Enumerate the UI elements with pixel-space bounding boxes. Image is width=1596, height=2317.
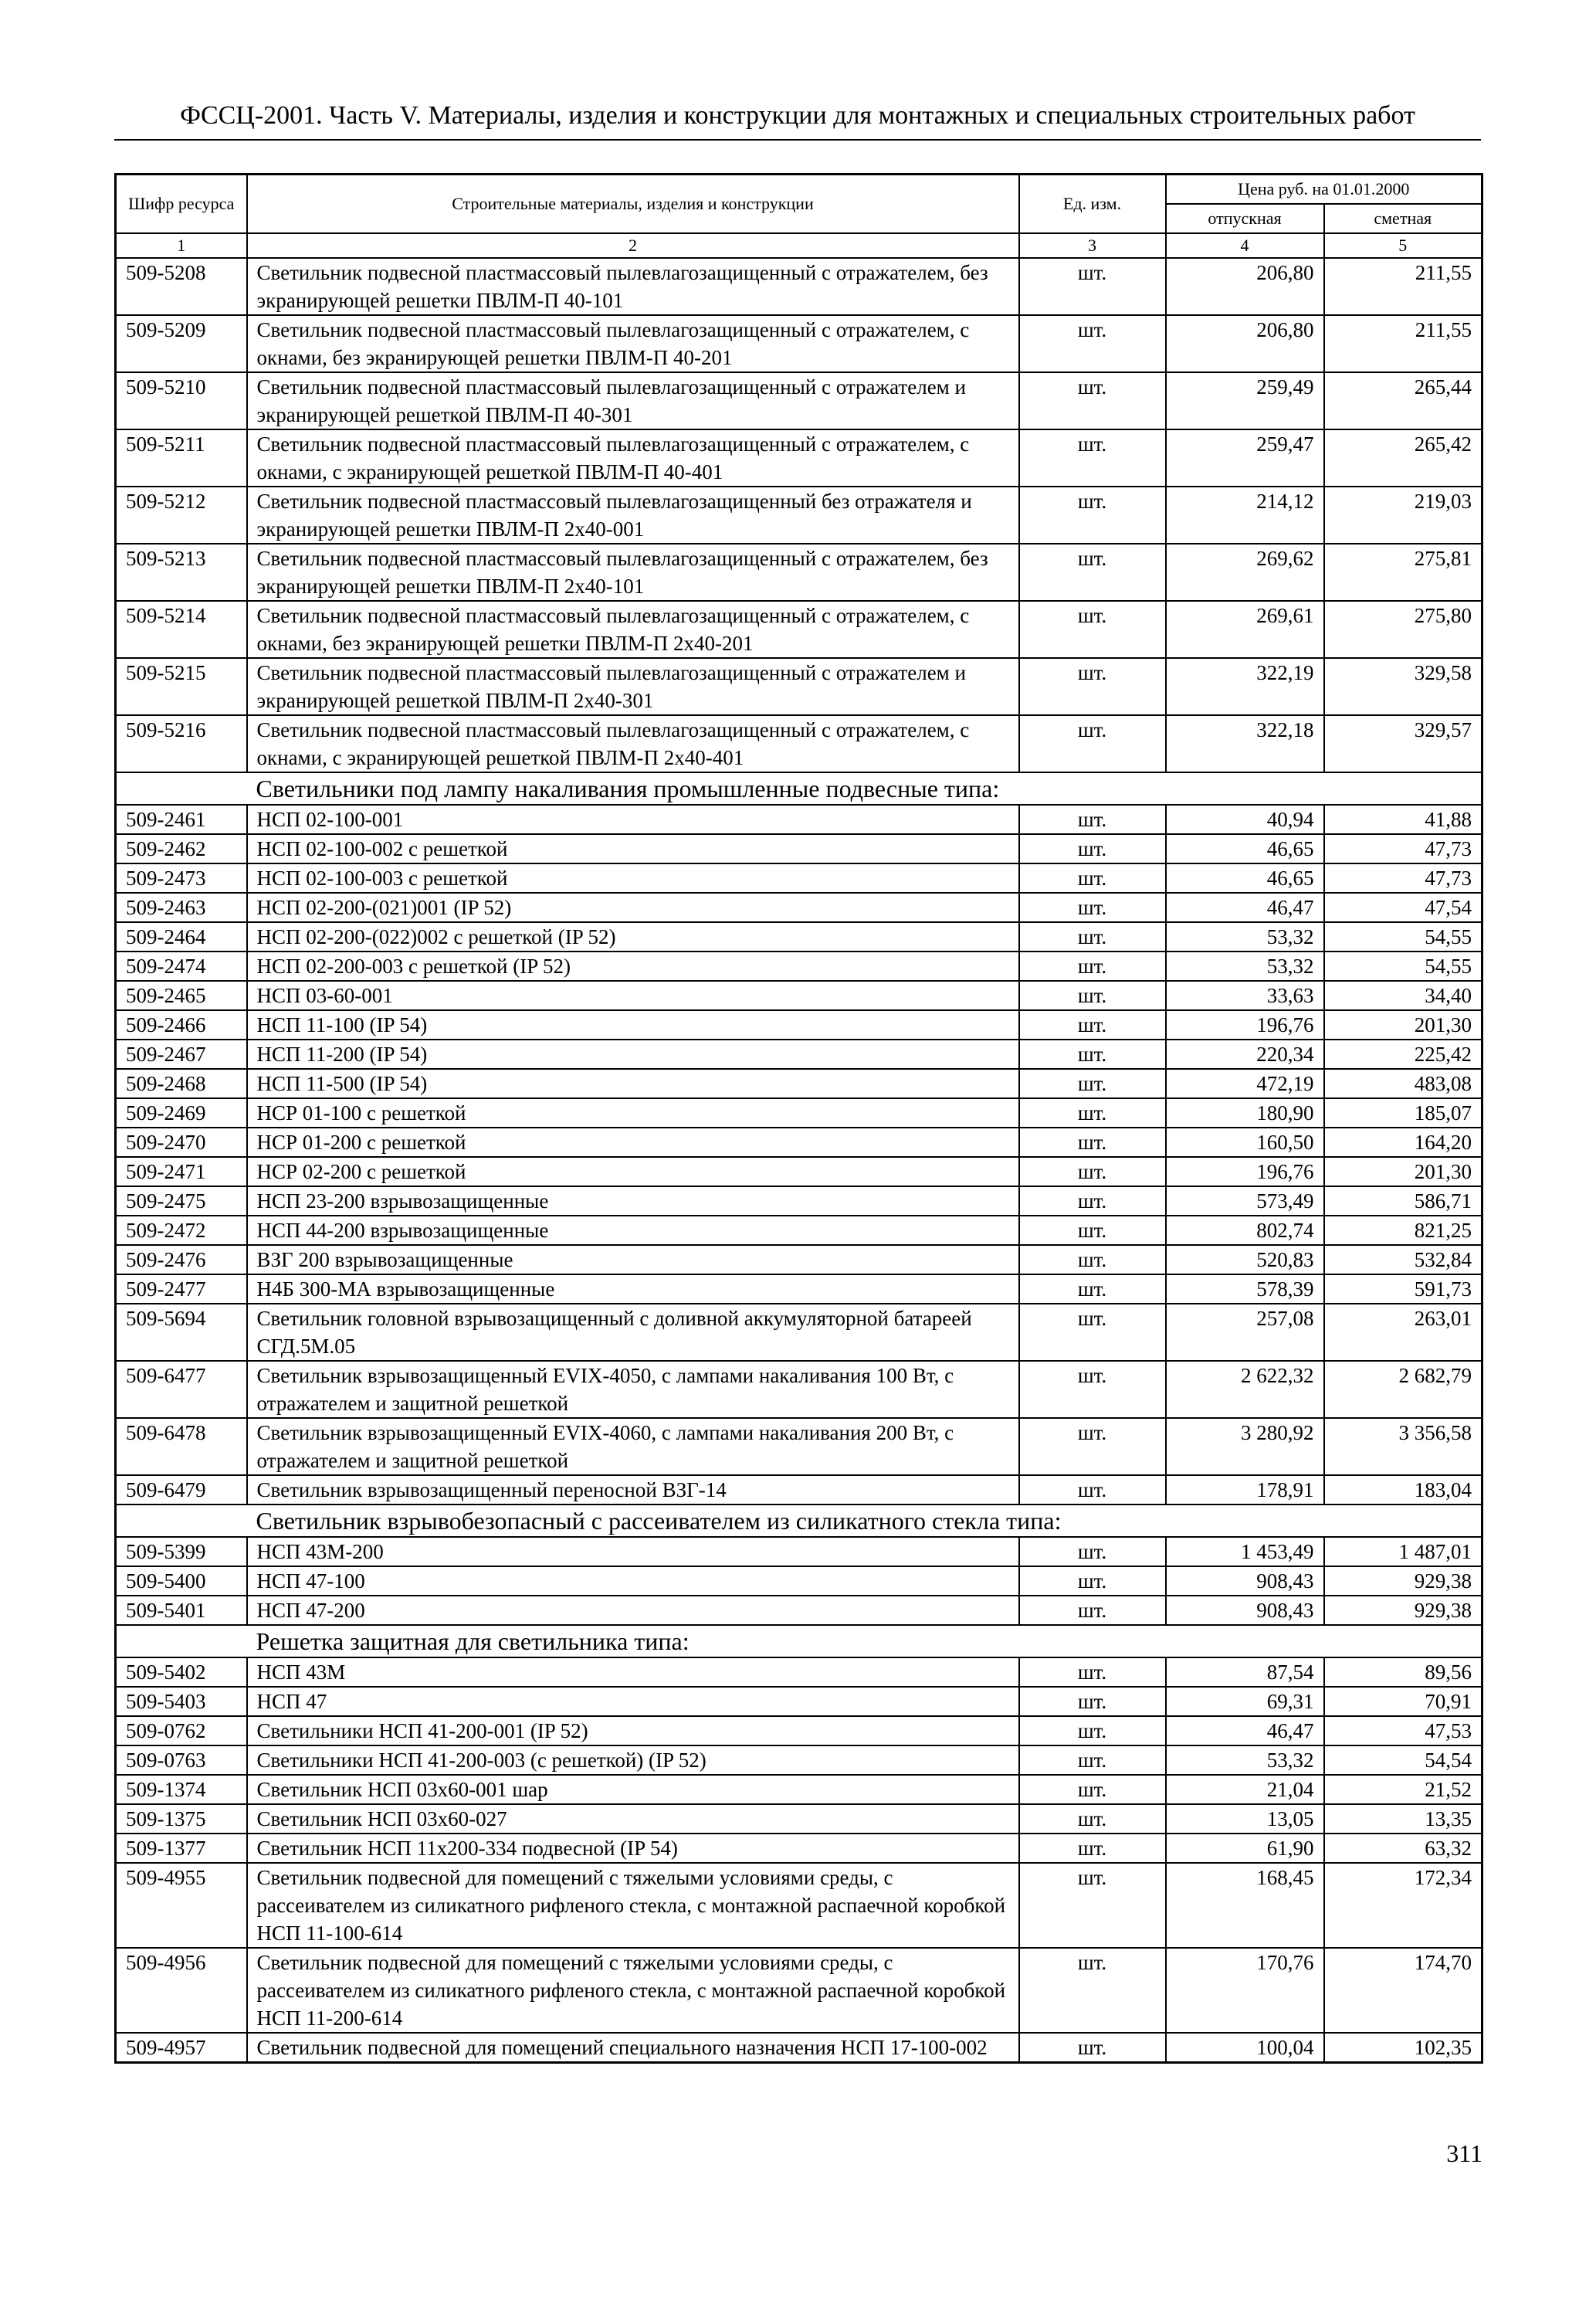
item-name: НСП 02-200-(021)001 (IP 52) — [247, 893, 1019, 922]
item-name: НСП 47-200 — [247, 1596, 1019, 1625]
item-name: ВЗГ 200 взрывозащищенные — [247, 1245, 1019, 1274]
release-price: 46,47 — [1166, 1716, 1324, 1745]
release-price: 168,45 — [1166, 1863, 1324, 1948]
item-unit: шт. — [1019, 429, 1166, 487]
item-unit: шт. — [1019, 1245, 1166, 1274]
item-unit: шт. — [1019, 658, 1166, 715]
resource-code: 509-2476 — [116, 1245, 247, 1274]
resource-code: 509-6479 — [116, 1475, 247, 1505]
page-number: 311 — [1446, 2139, 1482, 2167]
resource-code: 509-2461 — [116, 805, 247, 834]
resource-code: 509-2465 — [116, 981, 247, 1010]
resource-code: 509-2468 — [116, 1069, 247, 1098]
estimate-price: 3 356,58 — [1324, 1418, 1482, 1475]
release-price: 520,83 — [1166, 1245, 1324, 1274]
resource-code: 509-5399 — [116, 1537, 247, 1566]
column-number: 5 — [1324, 233, 1482, 258]
table-row — [116, 1069, 1482, 1098]
table-row — [116, 1804, 1482, 1834]
table-row — [116, 1716, 1482, 1745]
item-unit: шт. — [1019, 1775, 1166, 1804]
estimate-price: 70,91 — [1324, 1687, 1482, 1716]
estimate-price: 164,20 — [1324, 1128, 1482, 1157]
item-unit: шт. — [1019, 544, 1166, 601]
table-row — [116, 258, 1482, 315]
resource-code: 509-5216 — [116, 715, 247, 772]
estimate-price: 265,44 — [1324, 372, 1482, 429]
column-number: 2 — [247, 233, 1019, 258]
item-unit: шт. — [1019, 1098, 1166, 1128]
item-name: НСР 01-200 с решеткой — [247, 1128, 1019, 1157]
item-unit: шт. — [1019, 258, 1166, 315]
release-price: 46,65 — [1166, 834, 1324, 863]
resource-code: 509-5210 — [116, 372, 247, 429]
table-row — [116, 1186, 1482, 1216]
item-unit: шт. — [1019, 1687, 1166, 1716]
release-price: 69,31 — [1166, 1687, 1324, 1716]
resource-code: 509-5694 — [116, 1304, 247, 1361]
release-price: 908,43 — [1166, 1596, 1324, 1625]
estimate-price: 183,04 — [1324, 1475, 1482, 1505]
resource-code: 509-2475 — [116, 1186, 247, 1216]
header-unit: Ед. изм. — [1019, 175, 1166, 234]
table-row — [116, 1010, 1482, 1040]
item-name: Светильник подвесной пластмассовый пылевлагозащищенный без отражателя и экранирующей решетки ПВЛМ-П 2х40-001 — [247, 487, 1019, 544]
item-name: Светильник подвесной для помещений с тяжелыми условиями среды, с рассеивателем из силикатного рифленого стекла, с монтажной распаечной коробкой НСП 11-200-614 — [247, 1948, 1019, 2033]
table-row — [116, 601, 1482, 658]
item-name: НСП 43М — [247, 1657, 1019, 1687]
resource-code: 509-4956 — [116, 1948, 247, 2033]
resource-code: 509-5403 — [116, 1687, 247, 1716]
release-price: 21,04 — [1166, 1775, 1324, 1804]
release-price: 578,39 — [1166, 1274, 1324, 1304]
item-unit: шт. — [1019, 922, 1166, 952]
table-row — [116, 1687, 1482, 1716]
table-row — [116, 952, 1482, 981]
item-unit: шт. — [1019, 1304, 1166, 1361]
item-unit: шт. — [1019, 805, 1166, 834]
item-name: НСП 47-100 — [247, 1566, 1019, 1596]
estimate-price: 201,30 — [1324, 1010, 1482, 1040]
item-name: Светильник взрывозащищенный EVIX-4050, с лампами накаливания 100 Вт, с отражателем и защитной решеткой — [247, 1361, 1019, 1418]
section-row — [116, 1625, 1482, 1657]
estimate-price: 21,52 — [1324, 1775, 1482, 1804]
item-name: Светильник подвесной для помещений специального назначения НСП 17-100-002 — [247, 2033, 1019, 2063]
item-name: НСП 02-200-003 с решеткой (IP 52) — [247, 952, 1019, 981]
resource-code: 509-5402 — [116, 1657, 247, 1687]
item-unit: шт. — [1019, 1157, 1166, 1186]
estimate-price: 185,07 — [1324, 1098, 1482, 1128]
estimate-price: 532,84 — [1324, 1245, 1482, 1274]
estimate-price: 47,73 — [1324, 863, 1482, 893]
item-unit: шт. — [1019, 1804, 1166, 1834]
resource-code: 509-0762 — [116, 1716, 247, 1745]
table-header — [116, 175, 1482, 234]
column-numbers-row — [116, 233, 1482, 258]
release-price: 322,18 — [1166, 715, 1324, 772]
release-price: 196,76 — [1166, 1010, 1324, 1040]
table-row — [116, 1098, 1482, 1128]
release-price: 87,54 — [1166, 1657, 1324, 1687]
release-price: 259,47 — [1166, 429, 1324, 487]
release-price: 33,63 — [1166, 981, 1324, 1010]
table-row — [116, 1537, 1482, 1566]
resource-code: 509-0763 — [116, 1745, 247, 1775]
estimate-price: 34,40 — [1324, 981, 1482, 1010]
resource-code: 509-2466 — [116, 1010, 247, 1040]
item-name: Светильник подвесной пластмассовый пылевлагозащищенный с отражателем и экранирующей решеткой ПВЛМ-П 2х40-301 — [247, 658, 1019, 715]
item-unit: шт. — [1019, 315, 1166, 372]
section-row — [116, 1505, 1482, 1537]
table-row — [116, 1040, 1482, 1069]
release-price: 196,76 — [1166, 1157, 1324, 1186]
item-name: Светильник подвесной пластмассовый пылевлагозащищенный с отражателем и экранирующей решеткой ПВЛМ-П 40-301 — [247, 372, 1019, 429]
release-price: 214,12 — [1166, 487, 1324, 544]
header-code: Шифр ресурса — [116, 175, 247, 234]
item-name: Светильник подвесной пластмассовый пылевлагозащищенный с отражателем, без экранирующей решетки ПВЛМ-П 40-101 — [247, 258, 1019, 315]
estimate-price: 89,56 — [1324, 1657, 1482, 1687]
item-unit: шт. — [1019, 1948, 1166, 2033]
table-row — [116, 715, 1482, 772]
section-title: Светильники под лампу накаливания промышленные подвесные типа: — [247, 772, 1482, 805]
resource-code: 509-5213 — [116, 544, 247, 601]
table-row — [116, 1596, 1482, 1625]
table-row — [116, 544, 1482, 601]
release-price: 3 280,92 — [1166, 1418, 1324, 1475]
estimate-price: 263,01 — [1324, 1304, 1482, 1361]
item-unit: шт. — [1019, 1128, 1166, 1157]
item-name: Светильник НСП 11х200-334 подвесной (IP 54) — [247, 1834, 1019, 1863]
release-price: 180,90 — [1166, 1098, 1324, 1128]
item-unit: шт. — [1019, 1537, 1166, 1566]
estimate-price: 2 682,79 — [1324, 1361, 1482, 1418]
table-row — [116, 372, 1482, 429]
table-row — [116, 658, 1482, 715]
release-price: 206,80 — [1166, 258, 1324, 315]
estimate-price: 275,80 — [1324, 601, 1482, 658]
estimate-price: 586,71 — [1324, 1186, 1482, 1216]
section-spacer — [116, 772, 247, 805]
estimate-price: 54,55 — [1324, 952, 1482, 981]
item-name: Светильник подвесной пластмассовый пылевлагозащищенный с отражателем, без экранирующей решетки ПВЛМ-П 2х40-101 — [247, 544, 1019, 601]
estimate-price: 329,58 — [1324, 658, 1482, 715]
table-row — [116, 1948, 1482, 2033]
table-row — [116, 2033, 1482, 2063]
estimate-price: 929,38 — [1324, 1596, 1482, 1625]
item-name: Светильник взрывозащищенный EVIX-4060, с лампами накаливания 200 Вт, с отражателем и защитной решеткой — [247, 1418, 1019, 1475]
item-name: Н4Б 300-МА взрывозащищенные — [247, 1274, 1019, 1304]
item-name: НСР 01-100 с решеткой — [247, 1098, 1019, 1128]
item-name: НСП 44-200 взрывозащищенные — [247, 1216, 1019, 1245]
item-unit: шт. — [1019, 863, 1166, 893]
release-price: 13,05 — [1166, 1804, 1324, 1834]
resource-code: 509-2464 — [116, 922, 247, 952]
section-row — [116, 772, 1482, 805]
header-release-price: отпускная — [1166, 204, 1324, 233]
item-unit: шт. — [1019, 893, 1166, 922]
table-row — [116, 1566, 1482, 1596]
table-row — [116, 1475, 1482, 1505]
column-number: 3 — [1019, 233, 1166, 258]
release-price: 53,32 — [1166, 952, 1324, 981]
table-row — [116, 1834, 1482, 1863]
resource-code: 509-2477 — [116, 1274, 247, 1304]
item-name: Светильник подвесной для помещений с тяжелыми условиями среды, с рассеивателем из силикатного рифленого стекла, с монтажной распаечной коробкой НСП 11-100-614 — [247, 1863, 1019, 1948]
release-price: 322,19 — [1166, 658, 1324, 715]
estimate-price: 47,54 — [1324, 893, 1482, 922]
item-name: НСП 03-60-001 — [247, 981, 1019, 1010]
table-row — [116, 429, 1482, 487]
item-unit: шт. — [1019, 1716, 1166, 1745]
estimate-price: 201,30 — [1324, 1157, 1482, 1186]
item-unit: шт. — [1019, 487, 1166, 544]
item-unit: шт. — [1019, 1863, 1166, 1948]
resource-code: 509-5212 — [116, 487, 247, 544]
estimate-price: 225,42 — [1324, 1040, 1482, 1069]
item-name: НСР 02-200 с решеткой — [247, 1157, 1019, 1186]
item-unit: шт. — [1019, 1566, 1166, 1596]
item-unit: шт. — [1019, 1745, 1166, 1775]
section-spacer — [116, 1625, 247, 1657]
section-spacer — [116, 1505, 247, 1537]
release-price: 802,74 — [1166, 1216, 1324, 1245]
item-unit: шт. — [1019, 834, 1166, 863]
resource-code: 509-5209 — [116, 315, 247, 372]
estimate-price: 174,70 — [1324, 1948, 1482, 2033]
table-row — [116, 922, 1482, 952]
resource-code: 509-4957 — [116, 2033, 247, 2063]
estimate-price: 41,88 — [1324, 805, 1482, 834]
item-name: НСП 02-100-002 с решеткой — [247, 834, 1019, 863]
release-price: 61,90 — [1166, 1834, 1324, 1863]
resource-code: 509-2473 — [116, 863, 247, 893]
resource-code: 509-2472 — [116, 1216, 247, 1245]
table-row — [116, 1157, 1482, 1186]
release-price: 472,19 — [1166, 1069, 1324, 1098]
table-row — [116, 1304, 1482, 1361]
estimate-price: 13,35 — [1324, 1804, 1482, 1834]
table-row — [116, 1745, 1482, 1775]
item-unit: шт. — [1019, 1040, 1166, 1069]
resource-code: 509-2469 — [116, 1098, 247, 1128]
release-price: 573,49 — [1166, 1186, 1324, 1216]
resource-code: 509-5214 — [116, 601, 247, 658]
estimate-price: 47,53 — [1324, 1716, 1482, 1745]
item-unit: шт. — [1019, 1069, 1166, 1098]
item-unit: шт. — [1019, 601, 1166, 658]
item-unit: шт. — [1019, 1186, 1166, 1216]
release-price: 257,08 — [1166, 1304, 1324, 1361]
resource-code: 509-6478 — [116, 1418, 247, 1475]
item-name: НСП 11-200 (IP 54) — [247, 1040, 1019, 1069]
release-price: 160,50 — [1166, 1128, 1324, 1157]
item-unit: шт. — [1019, 1418, 1166, 1475]
estimate-price: 54,54 — [1324, 1745, 1482, 1775]
item-name: Светильник головной взрывозащищенный с доливной аккумуляторной батареей СГД.5М.05 — [247, 1304, 1019, 1361]
item-name: Светильник НСП 03х60-027 — [247, 1804, 1019, 1834]
page-header: ФССЦ-2001. Часть V. Материалы, изделия и конструкции для монтажных и специальных строительных работ — [114, 93, 1481, 141]
estimate-price: 219,03 — [1324, 487, 1482, 544]
resource-code: 509-2467 — [116, 1040, 247, 1069]
item-unit: шт. — [1019, 952, 1166, 981]
price-table — [114, 173, 1483, 2064]
item-unit: шт. — [1019, 1596, 1166, 1625]
table-row — [116, 981, 1482, 1010]
resource-code: 509-5211 — [116, 429, 247, 487]
item-name: НСП 11-100 (IP 54) — [247, 1010, 1019, 1040]
release-price: 269,62 — [1166, 544, 1324, 601]
release-price: 178,91 — [1166, 1475, 1324, 1505]
resource-code: 509-1375 — [116, 1804, 247, 1834]
item-name: НСП 23-200 взрывозащищенные — [247, 1186, 1019, 1216]
release-price: 1 453,49 — [1166, 1537, 1324, 1566]
resource-code: 509-2462 — [116, 834, 247, 863]
table-row — [116, 1361, 1482, 1418]
header-price: Цена руб. на 01.01.2000 — [1166, 175, 1482, 205]
item-name: НСП 47 — [247, 1687, 1019, 1716]
release-price: 170,76 — [1166, 1948, 1324, 2033]
resource-code: 509-1377 — [116, 1834, 247, 1863]
item-name: Светильники НСП 41-200-003 (с решеткой) (IP 52) — [247, 1745, 1019, 1775]
item-name: Светильник взрывозащищенный переносной ВЗГ-14 — [247, 1475, 1019, 1505]
item-name: Светильник подвесной пластмассовый пылевлагозащищенный с отражателем, с окнами, без экранирующей решетки ПВЛМ-П 40-201 — [247, 315, 1019, 372]
resource-code: 509-6477 — [116, 1361, 247, 1418]
resource-code: 509-5215 — [116, 658, 247, 715]
item-name: Светильник подвесной пластмассовый пылевлагозащищенный с отражателем, с окнами, с экранирующей решеткой ПВЛМ-П 40-401 — [247, 429, 1019, 487]
estimate-price: 483,08 — [1324, 1069, 1482, 1098]
resource-code: 509-2463 — [116, 893, 247, 922]
table-row — [116, 1216, 1482, 1245]
table-row — [116, 1863, 1482, 1948]
resource-code: 509-2471 — [116, 1157, 247, 1186]
table-row — [116, 893, 1482, 922]
table-row — [116, 487, 1482, 544]
resource-code: 509-5401 — [116, 1596, 247, 1625]
release-price: 908,43 — [1166, 1566, 1324, 1596]
estimate-price: 102,35 — [1324, 2033, 1482, 2063]
release-price: 220,34 — [1166, 1040, 1324, 1069]
item-name: Светильник подвесной пластмассовый пылевлагозащищенный с отражателем, с окнами, без экранирующей решетки ПВЛМ-П 2х40-201 — [247, 601, 1019, 658]
item-unit: шт. — [1019, 372, 1166, 429]
table-row — [116, 834, 1482, 863]
item-name: Светильник подвесной пластмассовый пылевлагозащищенный с отражателем, с окнами, с экранирующей решеткой ПВЛМ-П 2х40-401 — [247, 715, 1019, 772]
table-row — [116, 1128, 1482, 1157]
estimate-price: 211,55 — [1324, 258, 1482, 315]
release-price: 259,49 — [1166, 372, 1324, 429]
release-price: 40,94 — [1166, 805, 1324, 834]
item-name: НСП 11-500 (IP 54) — [247, 1069, 1019, 1098]
resource-code: 509-5208 — [116, 258, 247, 315]
release-price: 269,61 — [1166, 601, 1324, 658]
table-row — [116, 805, 1482, 834]
release-price: 100,04 — [1166, 2033, 1324, 2063]
release-price: 206,80 — [1166, 315, 1324, 372]
section-title: Светильник взрывобезопасный с рассеивателем из силикатного стекла типа: — [247, 1505, 1482, 1537]
item-unit: шт. — [1019, 1657, 1166, 1687]
estimate-price: 929,38 — [1324, 1566, 1482, 1596]
item-name: НСП 43М-200 — [247, 1537, 1019, 1566]
release-price: 53,32 — [1166, 1745, 1324, 1775]
column-number: 4 — [1166, 233, 1324, 258]
release-price: 46,65 — [1166, 863, 1324, 893]
estimate-price: 275,81 — [1324, 544, 1482, 601]
estimate-price: 54,55 — [1324, 922, 1482, 952]
release-price: 2 622,32 — [1166, 1361, 1324, 1418]
estimate-price: 1 487,01 — [1324, 1537, 1482, 1566]
item-name: Светильник НСП 03х60-001 шар — [247, 1775, 1019, 1804]
resource-code: 509-2470 — [116, 1128, 247, 1157]
resource-code: 509-2474 — [116, 952, 247, 981]
table-row — [116, 1418, 1482, 1475]
estimate-price: 172,34 — [1324, 1863, 1482, 1948]
item-name: НСП 02-200-(022)002 с решеткой (IP 52) — [247, 922, 1019, 952]
item-unit: шт. — [1019, 1361, 1166, 1418]
estimate-price: 63,32 — [1324, 1834, 1482, 1863]
item-unit: шт. — [1019, 2033, 1166, 2063]
table-body — [116, 233, 1482, 2063]
item-unit: шт. — [1019, 1274, 1166, 1304]
table-row — [116, 1274, 1482, 1304]
section-title: Решетка защитная для светильника типа: — [247, 1625, 1482, 1657]
table-row — [116, 1245, 1482, 1274]
estimate-price: 329,57 — [1324, 715, 1482, 772]
table-row — [116, 315, 1482, 372]
table-row — [116, 1657, 1482, 1687]
resource-code: 509-5400 — [116, 1566, 247, 1596]
column-number: 1 — [116, 233, 247, 258]
item-unit: шт. — [1019, 1216, 1166, 1245]
estimate-price: 821,25 — [1324, 1216, 1482, 1245]
item-unit: шт. — [1019, 1834, 1166, 1863]
table-row — [116, 1775, 1482, 1804]
estimate-price: 211,55 — [1324, 315, 1482, 372]
item-unit: шт. — [1019, 981, 1166, 1010]
release-price: 53,32 — [1166, 922, 1324, 952]
item-unit: шт. — [1019, 1475, 1166, 1505]
resource-code: 509-4955 — [116, 1863, 247, 1948]
table-row — [116, 863, 1482, 893]
release-price: 46,47 — [1166, 893, 1324, 922]
header-estimate-price: сметная — [1324, 204, 1482, 233]
item-unit: шт. — [1019, 715, 1166, 772]
item-name: НСП 02-100-001 — [247, 805, 1019, 834]
item-name: НСП 02-100-003 с решеткой — [247, 863, 1019, 893]
item-name: Светильники НСП 41-200-001 (IP 52) — [247, 1716, 1019, 1745]
estimate-price: 591,73 — [1324, 1274, 1482, 1304]
header-name: Строительные материалы, изделия и конструкции — [247, 175, 1019, 234]
item-unit: шт. — [1019, 1010, 1166, 1040]
estimate-price: 265,42 — [1324, 429, 1482, 487]
estimate-price: 47,73 — [1324, 834, 1482, 863]
resource-code: 509-1374 — [116, 1775, 247, 1804]
